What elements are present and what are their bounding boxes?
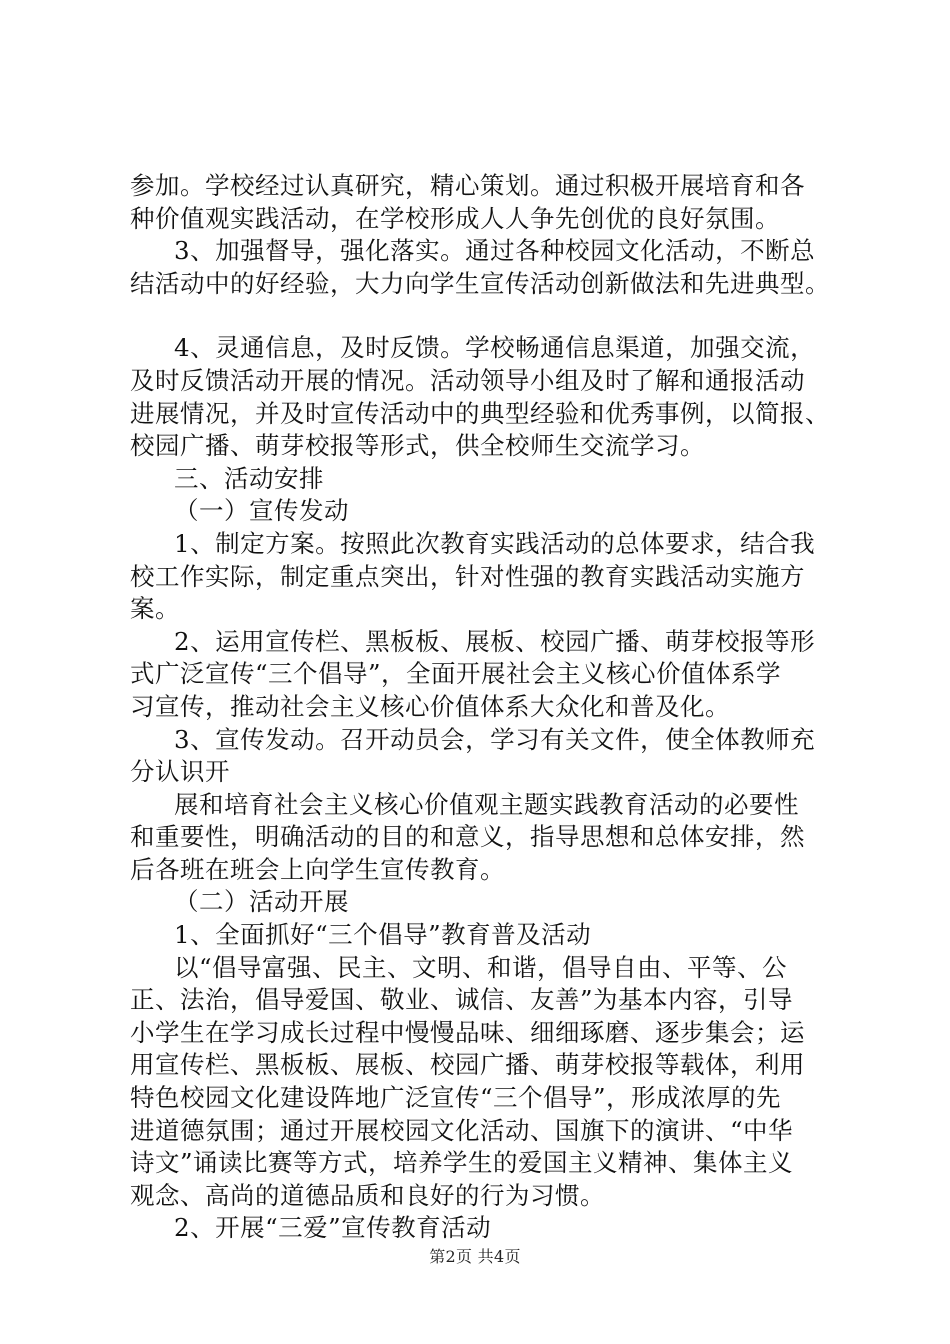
text-line: 分认识开 [130,757,230,787]
text-line: 后各班在班会上向学生宣传教育。 [130,854,505,884]
text-line: 4、灵通信息，及时反馈。学校畅通信息渠道，加强交流， [174,333,816,363]
text-line: 结活动中的好经验，大力向学生宣传活动创新做法和先进典型。 [130,268,830,298]
text-line: 特色校园文化建设阵地广泛宣传“三个倡导”，形成浓厚的先 [130,1083,782,1113]
text-line: 进道德氛围；通过开展校园文化活动、国旗下的演讲、“中华 [130,1115,794,1145]
text-line: 正、法治，倡导爱国、敬业、诚信、友善”为基本内容，引导 [130,985,794,1015]
text-line: 展和培育社会主义核心价值观主题实践教育活动的必要性 [174,789,799,819]
text-line: 和重要性，明确活动的目的和意义，指导思想和总体安排，然 [130,822,805,852]
text-line: 校园广播、萌芽校报等形式，供全校师生交流学习。 [130,431,705,461]
text-line: 3、加强督导，强化落实。通过各种校园文化活动，不断总 [174,236,816,266]
text-line: 进展情况，并及时宣传活动中的典型经验和优秀事例，以简报、 [130,398,830,428]
page-number: 第2页 共4页 [429,1247,521,1266]
text-line: 1、全面抓好“三个倡导”教育普及活动 [174,920,592,950]
text-line: 3、宣传发动。召开动员会，学习有关文件，使全体教师充 [174,724,816,754]
paragraph-gap [130,300,850,332]
text-line: 2、开展“三爱”宣传教育活动 [174,1213,492,1243]
text-line: 案。 [130,594,180,624]
text-line: 校工作实际，制定重点突出，针对性强的教育实践活动实施方 [130,561,805,591]
text-line: 种价值观实践活动，在学校形成人人争先创优的良好氛围。 [130,203,780,233]
text-line: 2、运用宣传栏、黑板板、展板、校园广播、萌芽校报等形 [174,626,816,656]
document-body [130,170,850,1245]
subsection-heading: （一）宣传发动 [174,496,349,526]
text-line: 用宣传栏、黑板板、展板、校园广播、萌芽校报等载体，利用 [130,1050,805,1080]
text-line: 1、制定方案。按照此次教育实践活动的总体要求，结合我 [174,528,816,558]
section-heading: 三、活动安排 [174,463,324,493]
text-line: 及时反馈活动开展的情况。活动领导小组及时了解和通报活动 [130,365,805,395]
text-line: 诗文”诵读比赛等方式，培养学生的爱国主义精神、集体主义 [130,1148,794,1178]
text-line: 小学生在学习成长过程中慢慢品味、细细琢磨、逐步集会；运 [130,1017,805,1047]
text-line: 式广泛宣传“三个倡导”，全面开展社会主义核心价值体系学 [130,659,782,689]
text-line: 以“倡导富强、民主、文明、和谐，倡导自由、平等、公 [174,952,788,982]
text-line: 观念、高尚的道德品质和良好的行为习惯。 [130,1180,605,1210]
text-line: 习宣传，推动社会主义核心价值体系大众化和普及化。 [130,691,730,721]
page-footer [0,1244,950,1267]
subsection-heading: （二）活动开展 [174,887,349,917]
text-line: 参加。学校经过认真研究，精心策划。通过积极开展培育和各 [130,171,805,200]
